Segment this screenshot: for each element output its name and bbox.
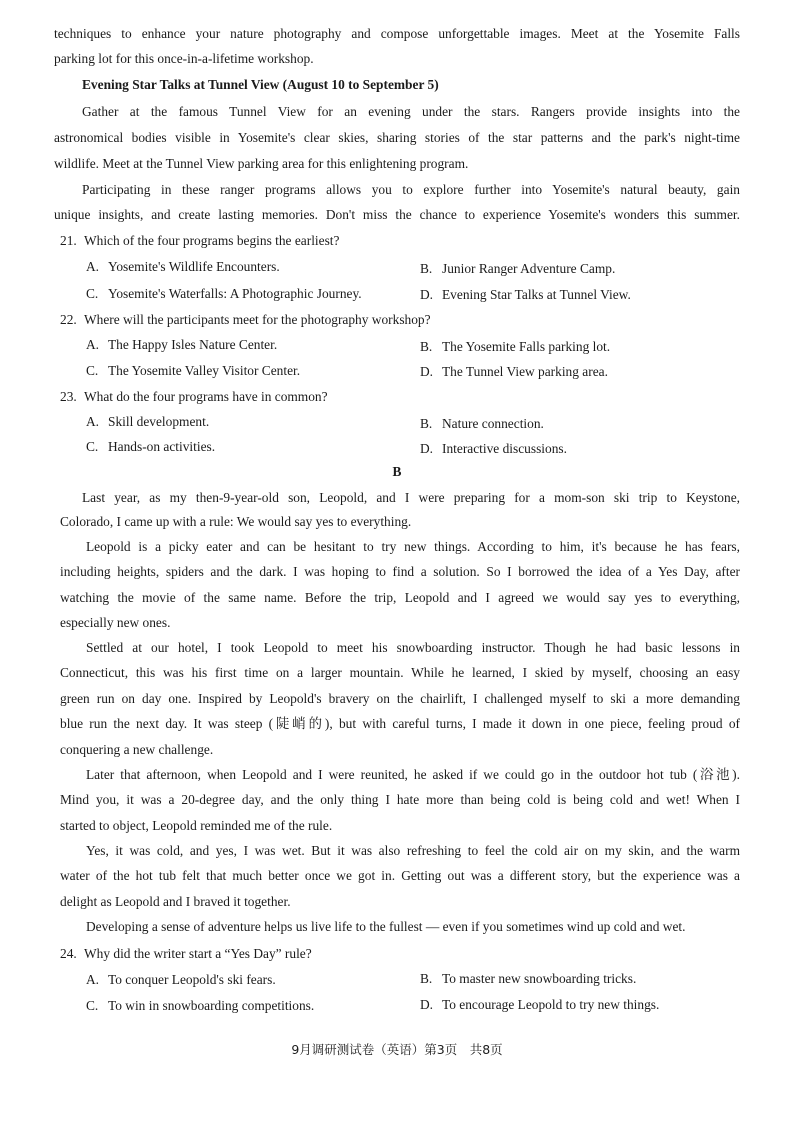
paragraph-line: conquering a new challenge. bbox=[60, 742, 214, 757]
question-number: 24. bbox=[60, 946, 77, 961]
paragraph-line: Gather at the famous Tunnel View for an evening under the stars. Rangers provide insights into the bbox=[82, 104, 740, 119]
question-text: Where will the participants meet for the photography workshop? bbox=[84, 312, 431, 327]
question-number: 21. bbox=[60, 233, 77, 248]
question-24 bbox=[60, 945, 312, 963]
paragraph-line: started to object, Leopold reminded me of the rule. bbox=[60, 818, 333, 833]
paragraph-line: watching the movie of the same name. Before the trip, Leopold and I agreed we would say yes to everything, bbox=[60, 590, 740, 605]
option-22-c[interactable]: C. The Yosemite Valley Visitor Center. bbox=[86, 363, 301, 378]
paragraph-line: wildlife. Meet at the Tunnel View parking area for this enlightening program. bbox=[54, 156, 469, 171]
paragraph-line: especially new ones. bbox=[60, 615, 171, 630]
paragraph-line: green run on day one. Inspired by Leopold's bravery on the chairlift, I challenged myself to ski a more demanding bbox=[60, 691, 740, 706]
question-text: Which of the four programs begins the earliest? bbox=[84, 233, 340, 248]
paragraph-line: Yes, it was cold, and yes, I was wet. But it was also refreshing to feel the cold air on my skin, and the warm bbox=[86, 843, 740, 858]
paragraph-line: techniques to enhance your nature photography and compose unforgettable images. Meet at the Yosemite Falls bbox=[54, 26, 740, 41]
paragraph-line: delight as Leopold and I braved it together. bbox=[60, 894, 291, 909]
option-21-c[interactable]: C. Yosemite's Waterfalls: A Photographic Journey. bbox=[86, 286, 362, 301]
question-text: Why did the writer start a “Yes Day” rule? bbox=[84, 946, 312, 961]
paragraph-line: Colorado, I came up with a rule: We would say yes to everything. bbox=[60, 514, 412, 529]
option-24-c[interactable]: C. To win in snowboarding competitions. bbox=[86, 998, 315, 1013]
option-24-b[interactable]: B. To master new snowboarding tricks. bbox=[420, 971, 637, 986]
paragraph-line: parking lot for this once-in-a-lifetime workshop. bbox=[54, 51, 314, 66]
question-21 bbox=[60, 232, 339, 250]
paragraph-line: water of the hot tub felt that much better once we got in. Getting out was a different story, but the experience was a bbox=[60, 868, 740, 883]
program-heading: Evening Star Talks at Tunnel View (August 10 to September 5) bbox=[82, 77, 439, 92]
question-number: 23. bbox=[60, 389, 77, 404]
option-21-d[interactable]: D. Evening Star Talks at Tunnel View. bbox=[420, 287, 631, 302]
paragraph-line: Leopold is a picky eater and can be hesitant to try new things. According to him, it's because he has fears, bbox=[86, 539, 740, 554]
option-23-b[interactable]: B. Nature connection. bbox=[420, 416, 544, 431]
paragraph-line: including heights, spiders and the dark. I was hoping to find a solution. So I borrowed the idea of a Yes Day, after bbox=[60, 564, 740, 579]
option-22-a[interactable]: A. The Happy Isles Nature Center. bbox=[86, 337, 278, 352]
paragraph-line: blue run the next day. It was steep (陡峭的), but with careful turns, I made it down in one piece, feeling proud of bbox=[60, 716, 740, 731]
paragraph-line: Connecticut, this was his first time on a larger mountain. While he learned, I skied by myself, choosing an easy bbox=[60, 665, 740, 680]
paragraph-line: unique insights, and create lasting memories. Don't miss the chance to experience Yosemite's wonders this summer. bbox=[54, 207, 740, 222]
question-text: What do the four programs have in common? bbox=[84, 389, 328, 404]
question-number: 22. bbox=[60, 312, 77, 327]
option-24-a[interactable]: A. To conquer Leopold's ski fears. bbox=[86, 972, 276, 987]
option-22-b[interactable]: B. The Yosemite Falls parking lot. bbox=[420, 339, 611, 354]
paragraph-line: Developing a sense of adventure helps us live life to the fullest — even if you sometimes wind up cold and wet. bbox=[86, 919, 686, 934]
page-footer: 9月调研测试卷（英语）第3页 共8页 bbox=[291, 1042, 503, 1057]
paragraph-line: Mind you, it was a 20-degree day, and the only thing I hate more than being cold is being cold and wet! When I bbox=[60, 792, 740, 807]
section-label: B bbox=[392, 464, 402, 479]
paragraph-line: Later that afternoon, when Leopold and I were reunited, he asked if we could go in the outdoor hot tub (浴池). bbox=[86, 767, 740, 782]
paragraph-line: Settled at our hotel, I took Leopold to meet his snowboarding instructor. Though he had basic lessons in bbox=[86, 640, 740, 655]
question-22 bbox=[60, 311, 431, 329]
option-24-d[interactable]: D. To encourage Leopold to try new things. bbox=[420, 997, 660, 1012]
paragraph-line: Participating in these ranger programs allows you to explore further into Yosemite's natural beauty, gain bbox=[82, 182, 740, 197]
question-23 bbox=[60, 388, 328, 406]
option-21-b[interactable]: B. Junior Ranger Adventure Camp. bbox=[420, 261, 616, 276]
option-23-a[interactable]: A. Skill development. bbox=[86, 414, 210, 429]
option-23-c[interactable]: C. Hands-on activities. bbox=[86, 439, 216, 454]
paragraph-line: astronomical bodies visible in Yosemite's clear skies, sharing stories of the star patterns and the park's night-time bbox=[54, 130, 740, 145]
paragraph-line: Last year, as my then-9-year-old son, Leopold, and I were preparing for a mom-son ski trip to Keystone, bbox=[82, 490, 740, 505]
option-21-a[interactable]: A. Yosemite's Wildlife Encounters. bbox=[86, 259, 280, 274]
option-23-d[interactable]: D. Interactive discussions. bbox=[420, 441, 567, 456]
option-22-d[interactable]: D. The Tunnel View parking area. bbox=[420, 364, 608, 379]
